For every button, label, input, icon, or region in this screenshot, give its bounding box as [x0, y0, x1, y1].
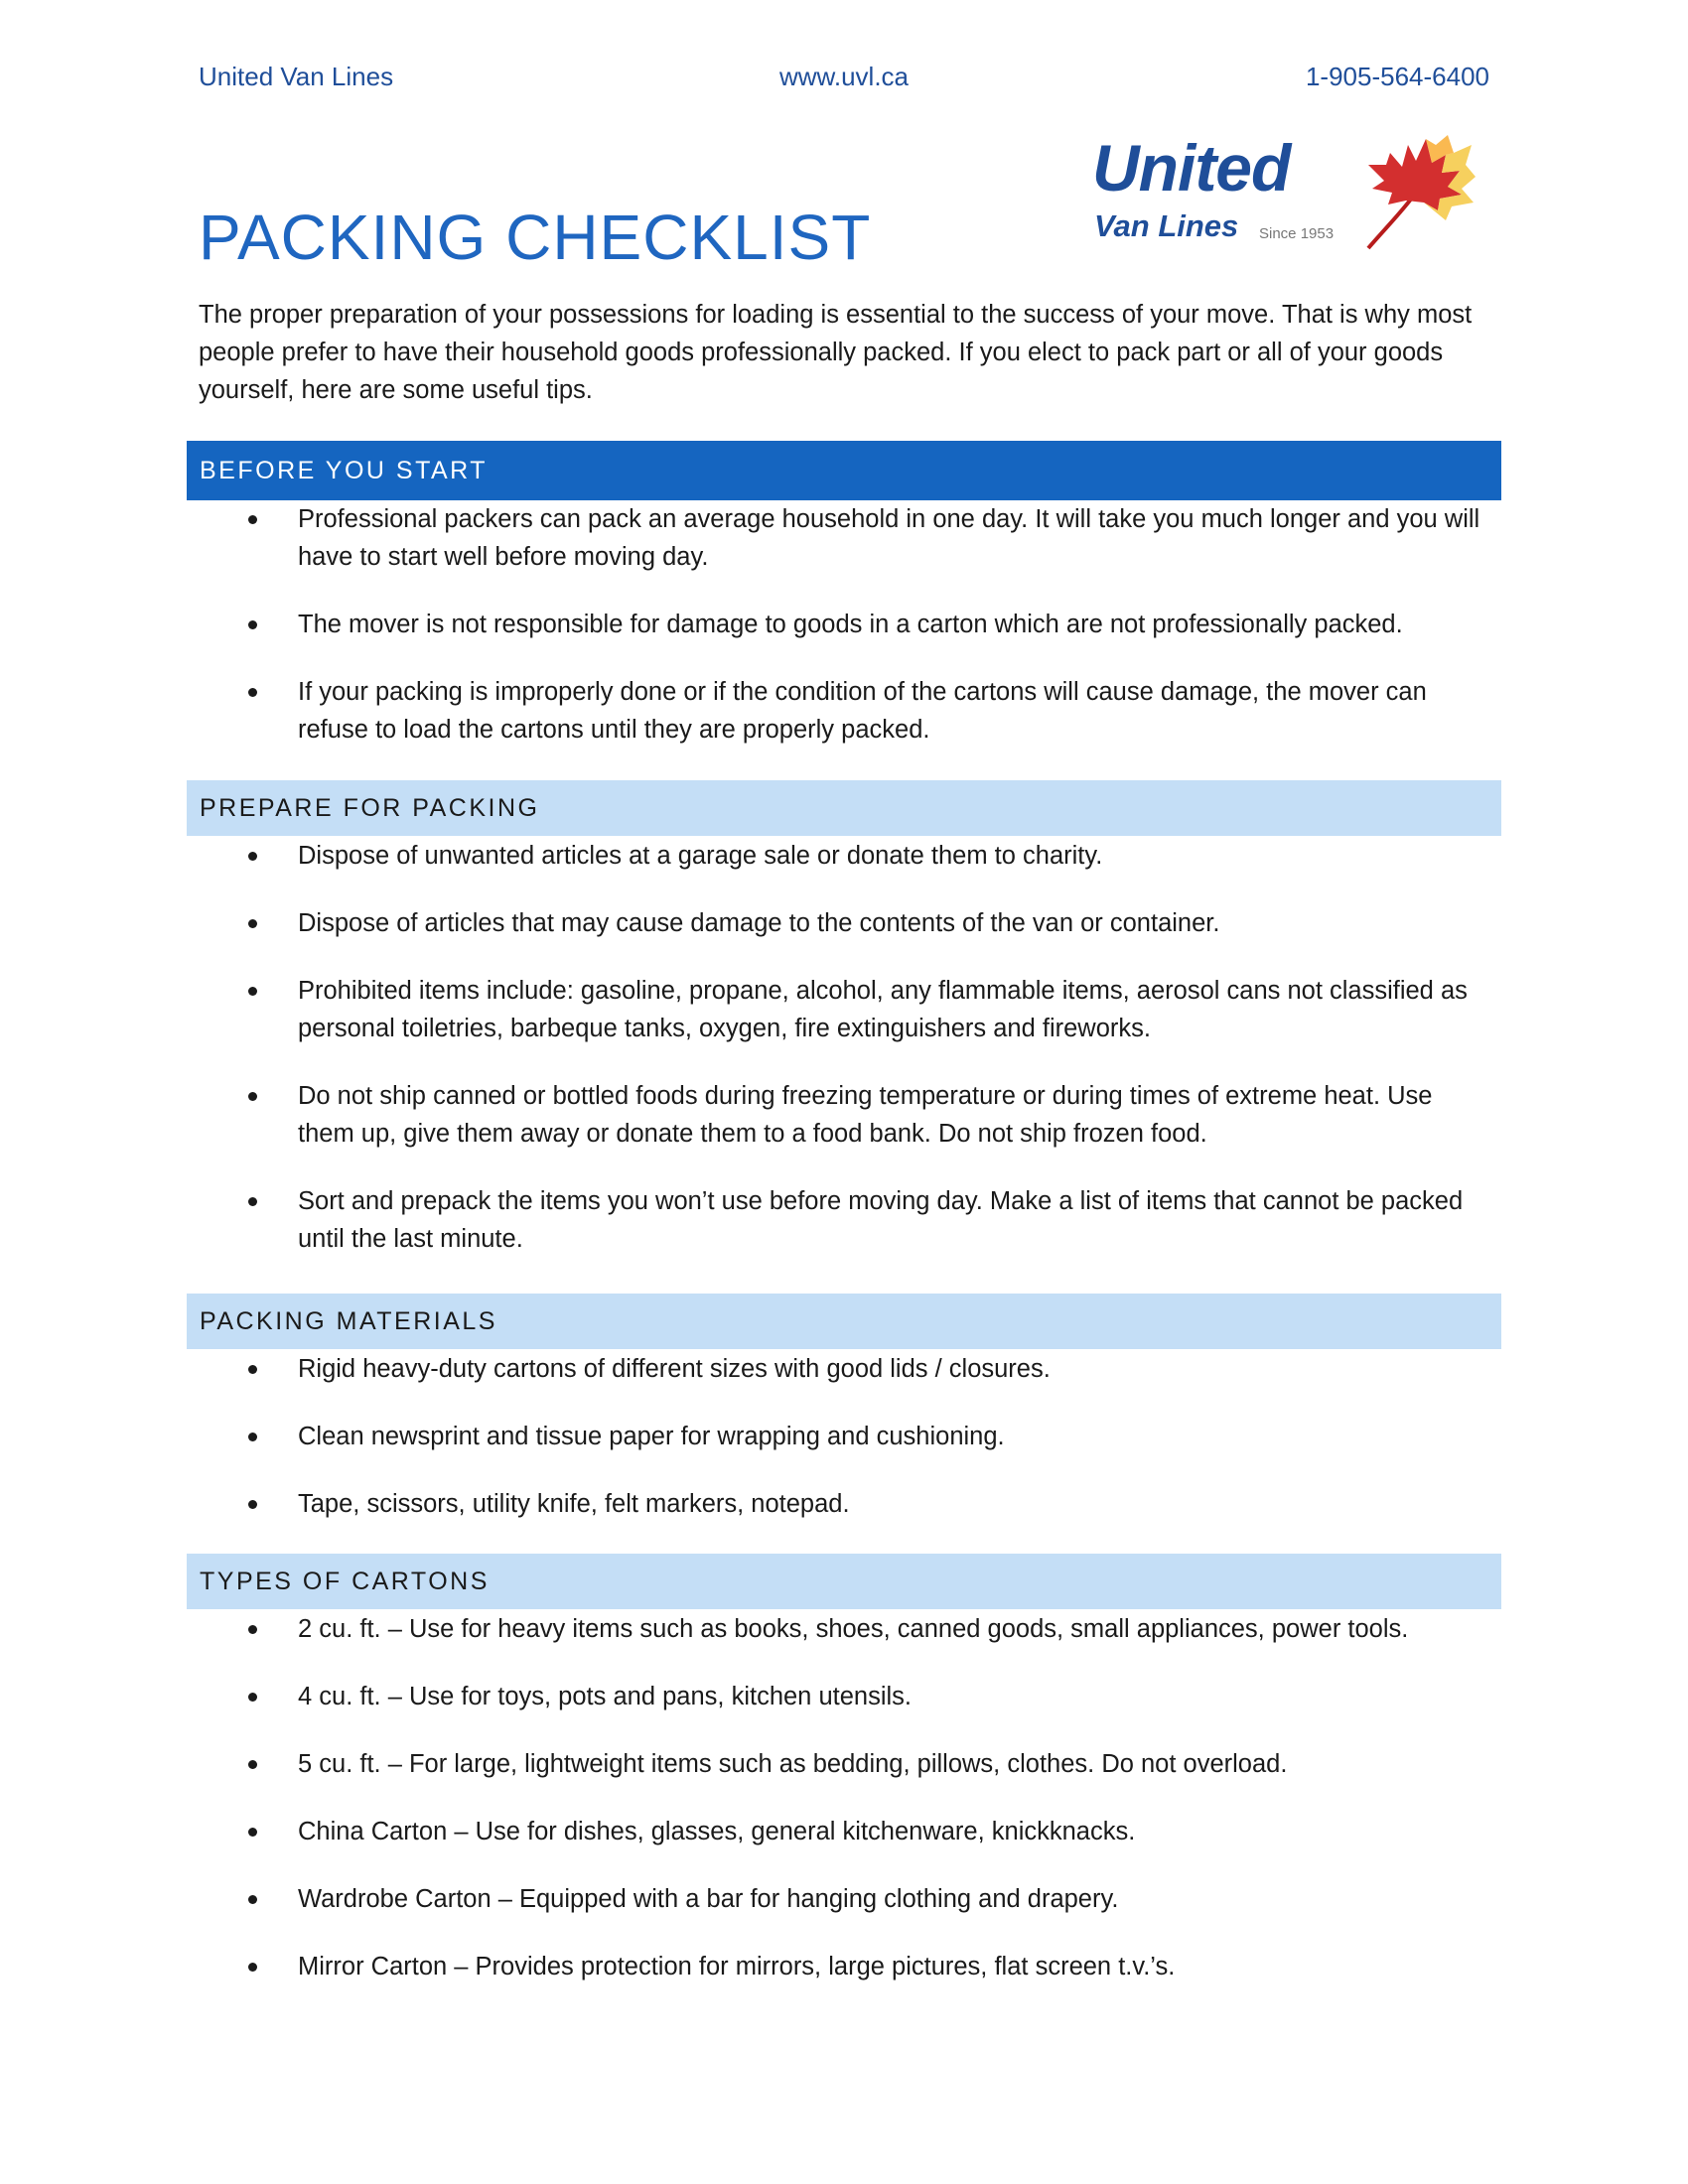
list-item-text: Mirror Carton – Provides protection for mirrors, large pictures, flat screen t.v.’s. — [298, 1953, 1176, 1980]
list-item-text: Prohibited items include: gasoline, propane, alcohol, any flammable items, aerosol cans not classified as personal toiletries, barbeque tanks, oxygen, fire extinguishers and fireworks. — [298, 977, 1468, 1042]
bullet-icon — [248, 1693, 257, 1702]
list-item — [199, 1350, 1489, 1388]
list-item — [199, 972, 1489, 1047]
bullet-icon — [248, 1365, 257, 1374]
page-title: PACKING CHECKLIST — [199, 202, 872, 273]
list-item — [199, 606, 1489, 643]
section-heading-packing-materials: PACKING MATERIALS — [187, 1294, 1501, 1349]
bullet-icon — [248, 1828, 257, 1837]
logo-since: Since 1953 — [1259, 225, 1335, 242]
list-item-text: Sort and prepack the items you won’t use before moving day. Make a list of items that cannot be packed until the last minute. — [298, 1187, 1464, 1253]
list-packing-materials — [199, 1350, 1489, 1553]
section-heading-before-you-start: BEFORE YOU START — [187, 441, 1501, 500]
logo-word-van-lines: Van Lines — [1094, 208, 1239, 243]
list-item-text: China Carton – Use for dishes, glasses, general kitchenware, knickknacks. — [298, 1818, 1136, 1845]
bullet-icon — [248, 987, 257, 996]
list-item — [199, 904, 1489, 942]
list-item-text: Do not ship canned or bottled foods during freezing temperature or during times of extreme heat. Use them up, give them away or donate them to a food bank. Do not ship frozen food. — [298, 1082, 1433, 1148]
list-item — [199, 1077, 1489, 1153]
bullet-icon — [248, 919, 257, 928]
list-item — [199, 1745, 1489, 1783]
section-heading-prepare-for-packing: PREPARE FOR PACKING — [187, 780, 1501, 836]
bullet-icon — [248, 1092, 257, 1101]
maple-leaf-icon — [1329, 131, 1477, 252]
list-item — [199, 500, 1489, 576]
bullet-icon — [248, 620, 257, 629]
bullet-icon — [248, 1197, 257, 1206]
list-types-of-cartons — [199, 1610, 1489, 2015]
bullet-icon — [248, 1500, 257, 1509]
list-item — [199, 1813, 1489, 1850]
bullet-icon — [248, 1625, 257, 1634]
list-item — [199, 1610, 1489, 1648]
list-item-text: Rigid heavy-duty cartons of different sizes with good lids / closures. — [298, 1355, 1051, 1383]
page-header — [199, 62, 1489, 101]
list-item — [199, 1880, 1489, 1918]
list-prepare-for-packing — [199, 837, 1489, 1288]
list-item-text: The mover is not responsible for damage to goods in a carton which are not professionally packed. — [298, 611, 1403, 638]
list-item-text: Dispose of articles that may cause damage to the contents of the van or container. — [298, 909, 1220, 937]
bullet-icon — [248, 1963, 257, 1972]
intro-paragraph: The proper preparation of your possessions for loading is essential to the success of your move. That is why most people prefer to have their household goods professionally packed. If you elect to pack part or all of your goods yourself, here are some useful tips. — [199, 301, 1473, 404]
company-logo — [1092, 131, 1479, 260]
list-item — [199, 1678, 1489, 1715]
list-item — [199, 1485, 1489, 1523]
list-item-text: Tape, scissors, utility knife, felt markers, notepad. — [298, 1490, 850, 1518]
list-item — [199, 1182, 1489, 1258]
list-item-text: Clean newsprint and tissue paper for wrapping and cushioning. — [298, 1423, 1005, 1450]
list-item-text: Professional packers can pack an average household in one day. It will take you much longer and you will have to start well before moving day. — [298, 505, 1480, 571]
section-heading-types-of-cartons: TYPES OF CARTONS — [187, 1554, 1501, 1609]
list-before-you-start — [199, 500, 1489, 778]
header-company: United Van Lines — [199, 62, 394, 91]
list-item — [199, 1418, 1489, 1455]
bullet-icon — [248, 852, 257, 861]
list-item-text: 2 cu. ft. – Use for heavy items such as books, shoes, canned goods, small appliances, power tools. — [298, 1615, 1409, 1643]
header-phone[interactable]: 1-905-564-6400 — [1305, 62, 1489, 91]
header-website[interactable]: www.uvl.ca — [778, 62, 910, 91]
list-item-text: 4 cu. ft. – Use for toys, pots and pans, kitchen utensils. — [298, 1683, 912, 1710]
list-item-text: Dispose of unwanted articles at a garage sale or donate them to charity. — [298, 842, 1103, 870]
list-item-text: 5 cu. ft. – For large, lightweight items such as bedding, pillows, clothes. Do not overload. — [298, 1750, 1288, 1778]
list-item-text: If your packing is improperly done or if the condition of the cartons will cause damage, the mover can refuse to load the cartons until they are properly packed. — [298, 678, 1427, 744]
bullet-icon — [248, 688, 257, 697]
logo-word-united: United — [1092, 131, 1291, 205]
list-item — [199, 837, 1489, 875]
list-item — [199, 673, 1489, 749]
list-item-text: Wardrobe Carton – Equipped with a bar for hanging clothing and drapery. — [298, 1885, 1119, 1913]
bullet-icon — [248, 1760, 257, 1769]
bullet-icon — [248, 515, 257, 524]
bullet-icon — [248, 1433, 257, 1441]
bullet-icon — [248, 1895, 257, 1904]
list-item — [199, 1948, 1489, 1985]
